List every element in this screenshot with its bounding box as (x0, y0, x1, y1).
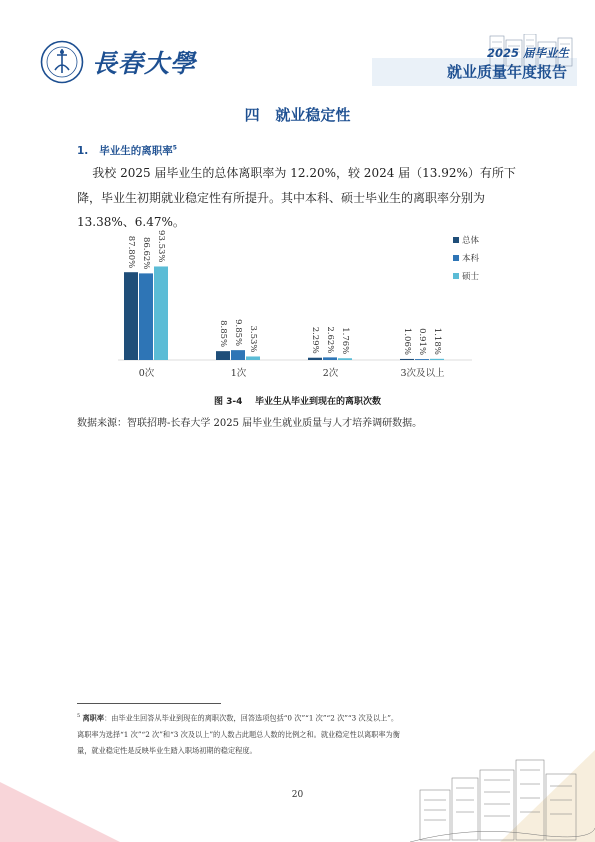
category-tick-label: 1次 (230, 368, 247, 379)
data-label: 9.85% (233, 319, 243, 347)
bar-本科 (415, 359, 429, 360)
footnote-line: 离职率为选择“1 次”“2 次”和“3 次及以上”的人数占此题总人数的比例之和。就业稳定性以离职率为衡 (77, 730, 400, 739)
data-label: 86.62% (141, 236, 151, 270)
legend-swatch (453, 273, 459, 279)
legend-swatch (453, 255, 459, 261)
bar-总体 (124, 272, 138, 360)
category-tick-label: 0次 (138, 368, 155, 379)
bar-硕士 (154, 266, 168, 360)
data-label: 0.91% (417, 328, 427, 356)
category-tick-label: 3次及以上 (400, 368, 445, 379)
figure-caption: 图 3-4 毕业生从毕业到现在的离职次数 (214, 397, 381, 407)
footnote-text: ：由毕业生回答从毕业到现在的离职次数，回答选项包括“0 次”“1 次”“2 次”“3 次及以上”。 (104, 713, 399, 723)
page-number: 20 (291, 790, 304, 800)
university-seal-logo (40, 40, 84, 84)
paragraph-line: 我校 2025 届毕业生的总体离职率为 12.20%，较 2024 届（13.92%）有所下 (77, 166, 516, 180)
footnote-reference: 5 (172, 144, 177, 152)
footnote-line (77, 713, 398, 723)
data-label: 2.29% (310, 326, 320, 354)
footnote-line: 量，就业稳定性是反映毕业生踏入职场初期的稳定程度。 (77, 746, 257, 755)
footnote-mark: 5 (77, 713, 81, 719)
subsection-heading (77, 143, 177, 158)
section-title: 四 就业稳定性 (244, 106, 351, 124)
data-source-note: 数据来源：智联招聘-长春大学 2025 届毕业生就业质量与人才培养调研数据。 (77, 418, 423, 429)
data-label: 3.53% (248, 325, 258, 353)
bar-总体 (308, 358, 322, 360)
bar-总体 (216, 351, 230, 360)
decorative-corner-shape (0, 770, 120, 842)
subsection-title: 毕业生的离职率 (99, 145, 173, 157)
subsection-number: 1. (77, 145, 89, 157)
paragraph-line: 降，毕业生初期就业稳定性有所提升。其中本科、硕士毕业生的离职率分别为 (77, 191, 486, 205)
legend-swatch (453, 237, 459, 243)
data-label: 8.85% (218, 320, 228, 348)
bar-本科 (139, 273, 153, 360)
bar-硕士 (338, 358, 352, 360)
data-label: 93.53% (156, 230, 166, 263)
university-name-logo: 長春大學 (92, 49, 197, 78)
bar-总体 (400, 359, 414, 360)
legend-label: 本科 (462, 254, 480, 264)
banner-year-label: 2025 届毕业生 (486, 46, 569, 60)
data-label: 87.80% (126, 235, 136, 269)
bar-本科 (323, 357, 337, 360)
paragraph-line: 13.38%、6.47%。 (77, 215, 185, 229)
data-label: 1.06% (402, 327, 412, 355)
bar-本科 (231, 350, 245, 360)
footnote-term: 离职率 (82, 713, 105, 723)
turnover-bar-chart (106, 230, 486, 390)
bar-硕士 (430, 359, 444, 360)
footnote-divider (77, 703, 221, 704)
campus-sketch-decoration (380, 730, 595, 842)
data-label: 2.62% (325, 326, 335, 354)
category-tick-label: 2次 (322, 368, 339, 379)
banner-report-title: 就业质量年度报告 (446, 63, 567, 81)
legend-label: 硕士 (462, 272, 480, 282)
legend-label: 总体 (462, 236, 480, 246)
bar-硕士 (246, 356, 260, 360)
data-label: 1.18% (432, 327, 442, 355)
data-label: 1.76% (340, 327, 350, 355)
